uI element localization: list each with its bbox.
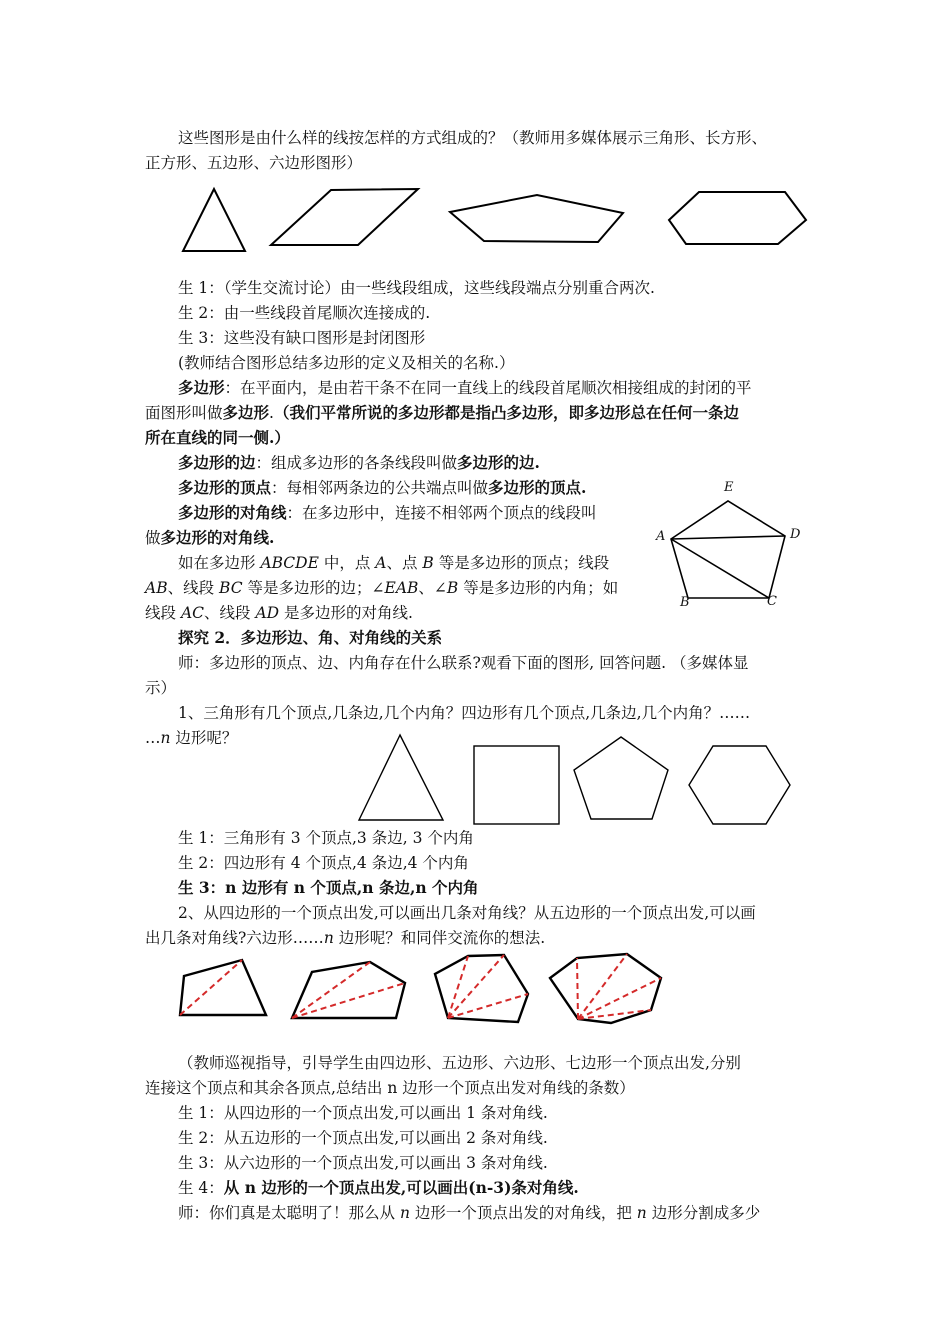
ex-2e: EAB (384, 579, 419, 597)
question-2-line-2 (145, 928, 545, 948)
vertex-definition-end: 多边形的顶点. (488, 478, 587, 497)
answer-1-triangle: 生 1：三角形有 3 个顶点,3 条边, 3 个内角 (178, 829, 474, 847)
polygon-definition-text-1: ：在平面内，是由若干条不在同一直线上的线段首尾顺次相接组成的封闭的平 (224, 379, 752, 397)
polygon-term: 多边形 (178, 378, 225, 397)
intro-line-1: 这些图形是由什么样的线按怎样的方式组成的？（教师用多媒体展示三角形、长方形、 (178, 129, 768, 147)
ex-1d: A (375, 554, 387, 572)
example-line-1 (178, 553, 609, 573)
diagonal-term: 多边形的对角线 (178, 503, 287, 522)
teacher-guide-line-2: 连接这个顶点和其余各顶点,总结出 n 边形一个顶点出发对角线的条数） (145, 1079, 635, 1097)
teacher2-c: 边形一个顶点出发的对角线，把 (409, 1204, 637, 1222)
pentagon-diagonals (292, 962, 405, 1018)
q1-tail: 边形呢？ (170, 729, 238, 747)
answer-2-quadrilateral: 生 2：四边形有 4 个顶点,4 条边,4 个内角 (178, 854, 469, 872)
polygon-definition-text-2b: 多边形 (222, 403, 270, 422)
intro-line-2: 正方形、五边形、六边形图形） (145, 154, 363, 172)
label-a: A (656, 529, 666, 544)
heptagon-diagonals (550, 954, 661, 1023)
diagonal-definition-text: ：在多边形中，连接不相邻两个顶点的线段叫 (286, 504, 597, 522)
q1-ellipsis: … (145, 729, 161, 747)
example-line-3 (145, 603, 413, 623)
ex-2a: AB (145, 579, 168, 597)
q1-n: n (160, 729, 171, 747)
vertex-definition-text: ：每相邻两条边的公共端点叫做 (271, 479, 489, 497)
teacher-praise-line (178, 1203, 760, 1223)
side-definition-text: ：组成多边形的各条线段叫做 (255, 454, 458, 472)
polygon-definition-line-1 (178, 378, 752, 398)
ex-2b: 、线段 (167, 579, 220, 597)
convex-polygon-note-1: （我们平常所说的多边形都是指凸多边形，即多边形总在任何一条边 (273, 403, 739, 422)
answer-4-conclusion: 从 n 边形的一个顶点出发,可以画出(n-3)条对角线. (223, 1178, 579, 1197)
regular-hexagon-shape (689, 746, 790, 824)
polygon-definition-line-2 (145, 403, 739, 423)
ex-2g: B (446, 579, 459, 597)
example-line-2 (145, 578, 618, 598)
student-answer-3: 生 3：这些没有缺口图形是封闭图形 (178, 329, 426, 347)
student-answer-2: 生 2：由一些线段首尾顺次连接成的. (178, 304, 431, 322)
side-definition (178, 453, 540, 473)
square-shape (474, 746, 559, 824)
triangle-shape (183, 189, 245, 251)
ex-3d: AD (255, 604, 280, 622)
question-1-line-1: 1、三角形有几个顶点,几条边,几个内角？四边形有几个顶点,几条边,几个内角？…… (178, 704, 751, 722)
diagonals-figure-row (0, 950, 950, 1050)
convex-polygon-note-2: 所在直线的同一侧.） (145, 428, 290, 447)
diagonal-definition-line-2 (145, 528, 274, 548)
ex-3c: 、线段 (204, 604, 256, 622)
parallelogram-shape (271, 189, 418, 245)
answer-pentagon-diagonals: 生 2：从五边形的一个顶点出发,可以画出 2 条对角线. (178, 1129, 548, 1147)
answer-quadrilateral-diagonals: 生 1：从四边形的一个顶点出发,可以画出 1 条对角线. (178, 1104, 548, 1122)
ex-1f: B (422, 554, 434, 572)
ex-2c: BC (219, 579, 243, 597)
diagonal-definition-text-2a: 做 (145, 529, 161, 547)
student-answer-1: 生 1：（学生交流讨论）由一些线段组成，这些线段端点分别重合两次. (178, 279, 655, 297)
teacher-guide-line-1: （教师巡视指导，引导学生由四边形、五边形、六边形、七边形一个顶点出发,分别 (178, 1054, 741, 1072)
pentagon-abcde-figure (650, 478, 820, 608)
ex-3a: 线段 (145, 604, 181, 622)
side-term: 多边形的边 (178, 453, 256, 472)
diagonal-ad (671, 536, 785, 539)
ex-2h: 等是多边形的内角；如 (458, 579, 619, 597)
explore-2-heading: 探究 2．多边形边、角、对角线的关系 (178, 628, 443, 647)
label-e: E (724, 480, 734, 495)
teacher2-e: 边形分割成多少 (646, 1204, 761, 1222)
label-b: B (680, 595, 690, 610)
answer-3-n-gon: 生 3：n 边形有 n 个顶点,n 条边,n 个内角 (178, 878, 479, 897)
pentagon-shape (450, 195, 623, 242)
polygon-definition-text-2c: . (269, 404, 274, 422)
diagonal-definition-text-2b: 多边形的对角线. (160, 528, 275, 547)
answer-hexagon-diagonals: 生 3：从六边形的一个顶点出发,可以画出 3 条对角线. (178, 1154, 548, 1172)
ex-1g: 等是多边形的顶点；线段 (433, 554, 610, 572)
ex-3e: 是多边形的对角线. (279, 604, 413, 622)
shapes-figure-row-1 (0, 185, 950, 265)
ex-3b: AC (180, 604, 204, 622)
side-definition-end: 多边形的边. (457, 453, 540, 472)
teacher-question-line-1: 师：多边形的顶点、边、内角存在什么联系?观看下面的图形, 回答问题. （多媒体显 (178, 654, 749, 672)
ex-1e: 、点 (386, 554, 423, 572)
q2-2c: 边形呢？和同伴交流你的想法. (333, 929, 546, 947)
ex-2d: 等是多边形的边；∠ (242, 579, 385, 597)
regular-pentagon-shape (574, 737, 668, 819)
answer-n-gon-diagonals (178, 1178, 579, 1198)
question-2-line-1: 2、从四边形的一个顶点出发,可以画出几条对角线？从五边形的一个顶点出发,可以画 (178, 904, 756, 922)
ex-1c: 中，点 (318, 554, 376, 572)
label-c: C (767, 594, 777, 609)
teacher2-n1: n (399, 1204, 410, 1222)
answer-4-prefix: 生 4： (178, 1179, 224, 1197)
diagonal-definition-line-1 (178, 503, 597, 523)
ex-1b: ABCDE (260, 554, 319, 572)
hexagon-diagonals (435, 955, 528, 1022)
shapes-figure-row-2 (0, 730, 950, 830)
ex-2f: 、∠ (418, 579, 447, 597)
teacher-summary-note: (教师结合图形总结多边形的定义及相关的名称.） (178, 354, 515, 372)
teacher2-n2: n (636, 1204, 647, 1222)
polygon-definition-text-2a: 面图形叫做 (145, 404, 223, 422)
teacher2-a: 师：你们真是太聪明了！那么从 (178, 1204, 400, 1222)
label-d: D (790, 527, 801, 542)
q2-n: n (323, 929, 334, 947)
quadrilateral-diagonals (180, 960, 266, 1015)
hexagon-shape (669, 192, 806, 244)
regular-triangle-shape (359, 735, 443, 820)
teacher-question-line-2: 示） (145, 679, 177, 697)
vertex-definition (178, 478, 586, 498)
q2-2a: 出几条对角线?六边形…… (145, 929, 324, 947)
ex-1a: 如在多边形 (178, 554, 261, 572)
vertex-term: 多边形的顶点 (178, 478, 272, 497)
